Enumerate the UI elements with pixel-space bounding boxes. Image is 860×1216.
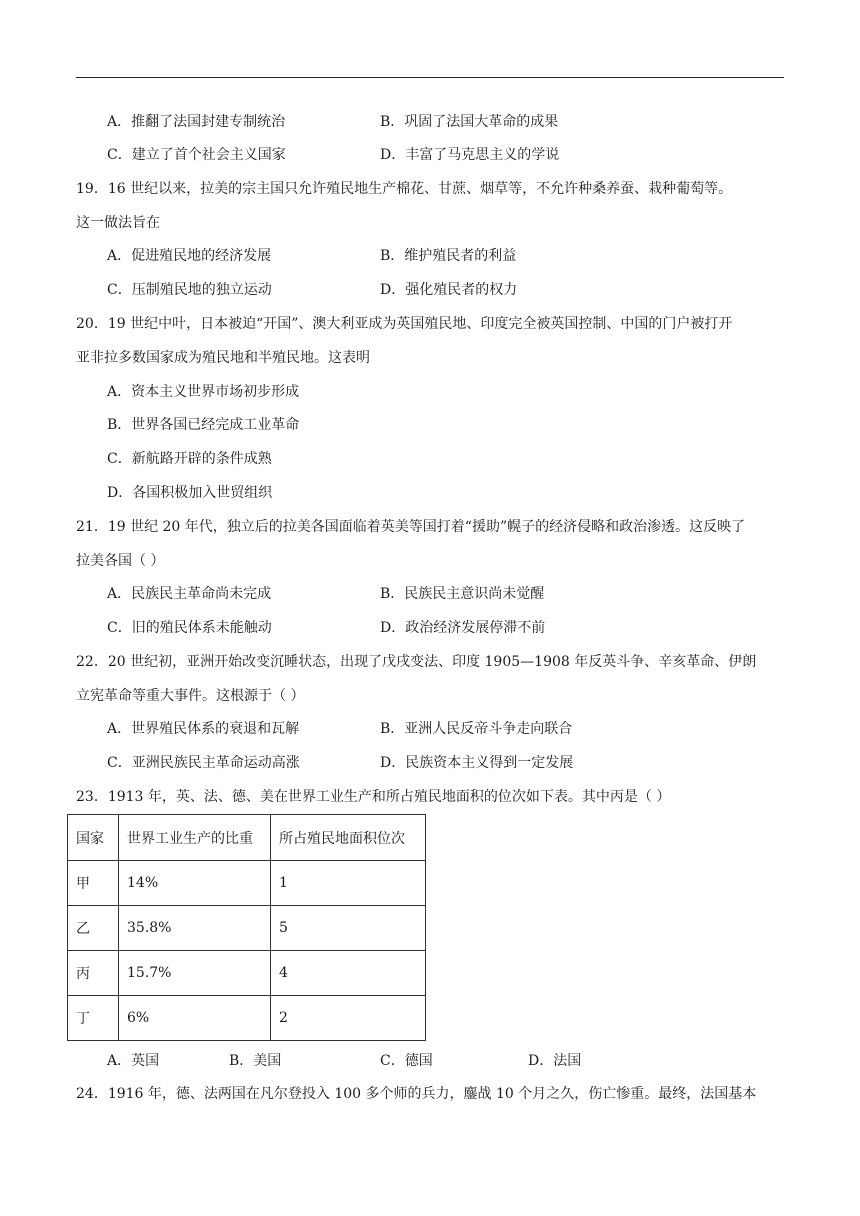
table-cell: 15.7% (119, 951, 271, 996)
q18-option-a[interactable]: A．推翻了法国封建专制统治 (107, 114, 286, 130)
q19-stem-line2: 这一做法旨在 (76, 215, 160, 231)
q22-option-d[interactable]: D．民族资本主义得到一定发展 (380, 755, 574, 771)
table-cell: 14% (119, 861, 271, 906)
q18-option-b[interactable]: B．巩固了法国大革命的成果 (380, 114, 559, 130)
q23-stem-line1: 23．1913 年，英、法、德、美在世界工业生产和所占殖民地面积的位次如下表。其中丙是（ ） (76, 789, 671, 805)
table-row (68, 906, 426, 951)
q21-option-a[interactable]: A．民族民主革命尚未完成 (107, 586, 272, 602)
q21-option-c[interactable]: C．旧的殖民体系未能触动 (107, 620, 272, 636)
q23-data-table (67, 814, 426, 1041)
q22-option-b[interactable]: B．亚洲人民反帝斗争走向联合 (380, 721, 573, 737)
q23-option-b[interactable]: B．美国 (229, 1053, 282, 1069)
table-cell: 丁 (68, 996, 119, 1041)
q19-stem-line1: 19．16 世纪以来，拉美的宗主国只允许殖民地生产棉花、甘蔗、烟草等，不允许种桑养蚕、栽种葡萄等。 (76, 181, 733, 197)
table-cell: 4 (271, 951, 426, 996)
table-cell: 2 (271, 996, 426, 1041)
table-header-row (68, 815, 426, 861)
q22-stem-line1: 22．20 世纪初，亚洲开始改变沉睡状态，出现了戊戌变法、印度 1905—1908 年反英斗争、辛亥革命、伊朗 (76, 654, 757, 670)
q24-stem-line1: 24．1916 年，德、法两国在凡尔登投入 100 多个师的兵力，鏖战 10 个月之久，伤亡惨重。最终，法国基本 (76, 1086, 757, 1102)
q20-option-d[interactable]: D．各国积极加入世贸组织 (107, 485, 273, 501)
table-header-cell: 世界工业生产的比重 (119, 815, 271, 861)
table-header-cell: 所占殖民地面积位次 (271, 815, 426, 861)
table-row (68, 951, 426, 996)
q20-option-c[interactable]: C．新航路开辟的条件成熟 (107, 451, 272, 467)
table-row (68, 861, 426, 906)
q21-option-b[interactable]: B．民族民主意识尚未觉醒 (380, 586, 545, 602)
q22-stem-line2: 立宪革命等重大事件。这根源于（ ） (76, 688, 305, 704)
q19-option-c[interactable]: C．压制殖民地的独立运动 (107, 282, 272, 298)
q18-option-c[interactable]: C．建立了首个社会主义国家 (107, 147, 286, 163)
table-cell: 乙 (68, 906, 119, 951)
q21-stem-line2: 拉美各国（ ） (76, 553, 165, 569)
table-cell: 甲 (68, 861, 119, 906)
q20-option-b[interactable]: B．世界各国已经完成工业革命 (107, 417, 300, 433)
q23-option-d[interactable]: D．法国 (528, 1053, 582, 1069)
table-cell: 6% (119, 996, 271, 1041)
header-rule (76, 77, 784, 78)
q21-stem-line1: 21．19 世纪 20 年代，独立后的拉美各国面临着英美等国打着“援助”幌子的经济侵略和政治渗透。这反映了 (76, 519, 746, 535)
q20-option-a[interactable]: A．资本主义世界市场初步形成 (107, 384, 300, 400)
q20-stem-line1: 20．19 世纪中叶，日本被迫“开国”、澳大利亚成为英国殖民地、印度完全被英国控制、中国的门户被打开 (76, 316, 733, 332)
table-cell: 1 (271, 861, 426, 906)
table-row (68, 996, 426, 1041)
q19-option-d[interactable]: D．强化殖民者的权力 (380, 282, 518, 298)
table-cell: 5 (271, 906, 426, 951)
q20-stem-line2: 亚非拉多数国家成为殖民地和半殖民地。这表明 (76, 350, 370, 366)
q21-option-d[interactable]: D．政治经济发展停滞不前 (380, 620, 546, 636)
table-header-cell: 国家 (68, 815, 119, 861)
q18-option-d[interactable]: D．丰富了马克思主义的学说 (380, 147, 560, 163)
table-cell: 35.8% (119, 906, 271, 951)
q22-option-a[interactable]: A．世界殖民体系的衰退和瓦解 (107, 721, 300, 737)
q23-option-c[interactable]: C．德国 (380, 1053, 433, 1069)
q22-option-c[interactable]: C．亚洲民族民主革命运动高涨 (107, 755, 300, 771)
q19-option-a[interactable]: A．促进殖民地的经济发展 (107, 248, 272, 264)
table-cell: 丙 (68, 951, 119, 996)
q19-option-b[interactable]: B．维护殖民者的利益 (380, 248, 517, 264)
q23-option-a[interactable]: A．英国 (107, 1053, 160, 1069)
